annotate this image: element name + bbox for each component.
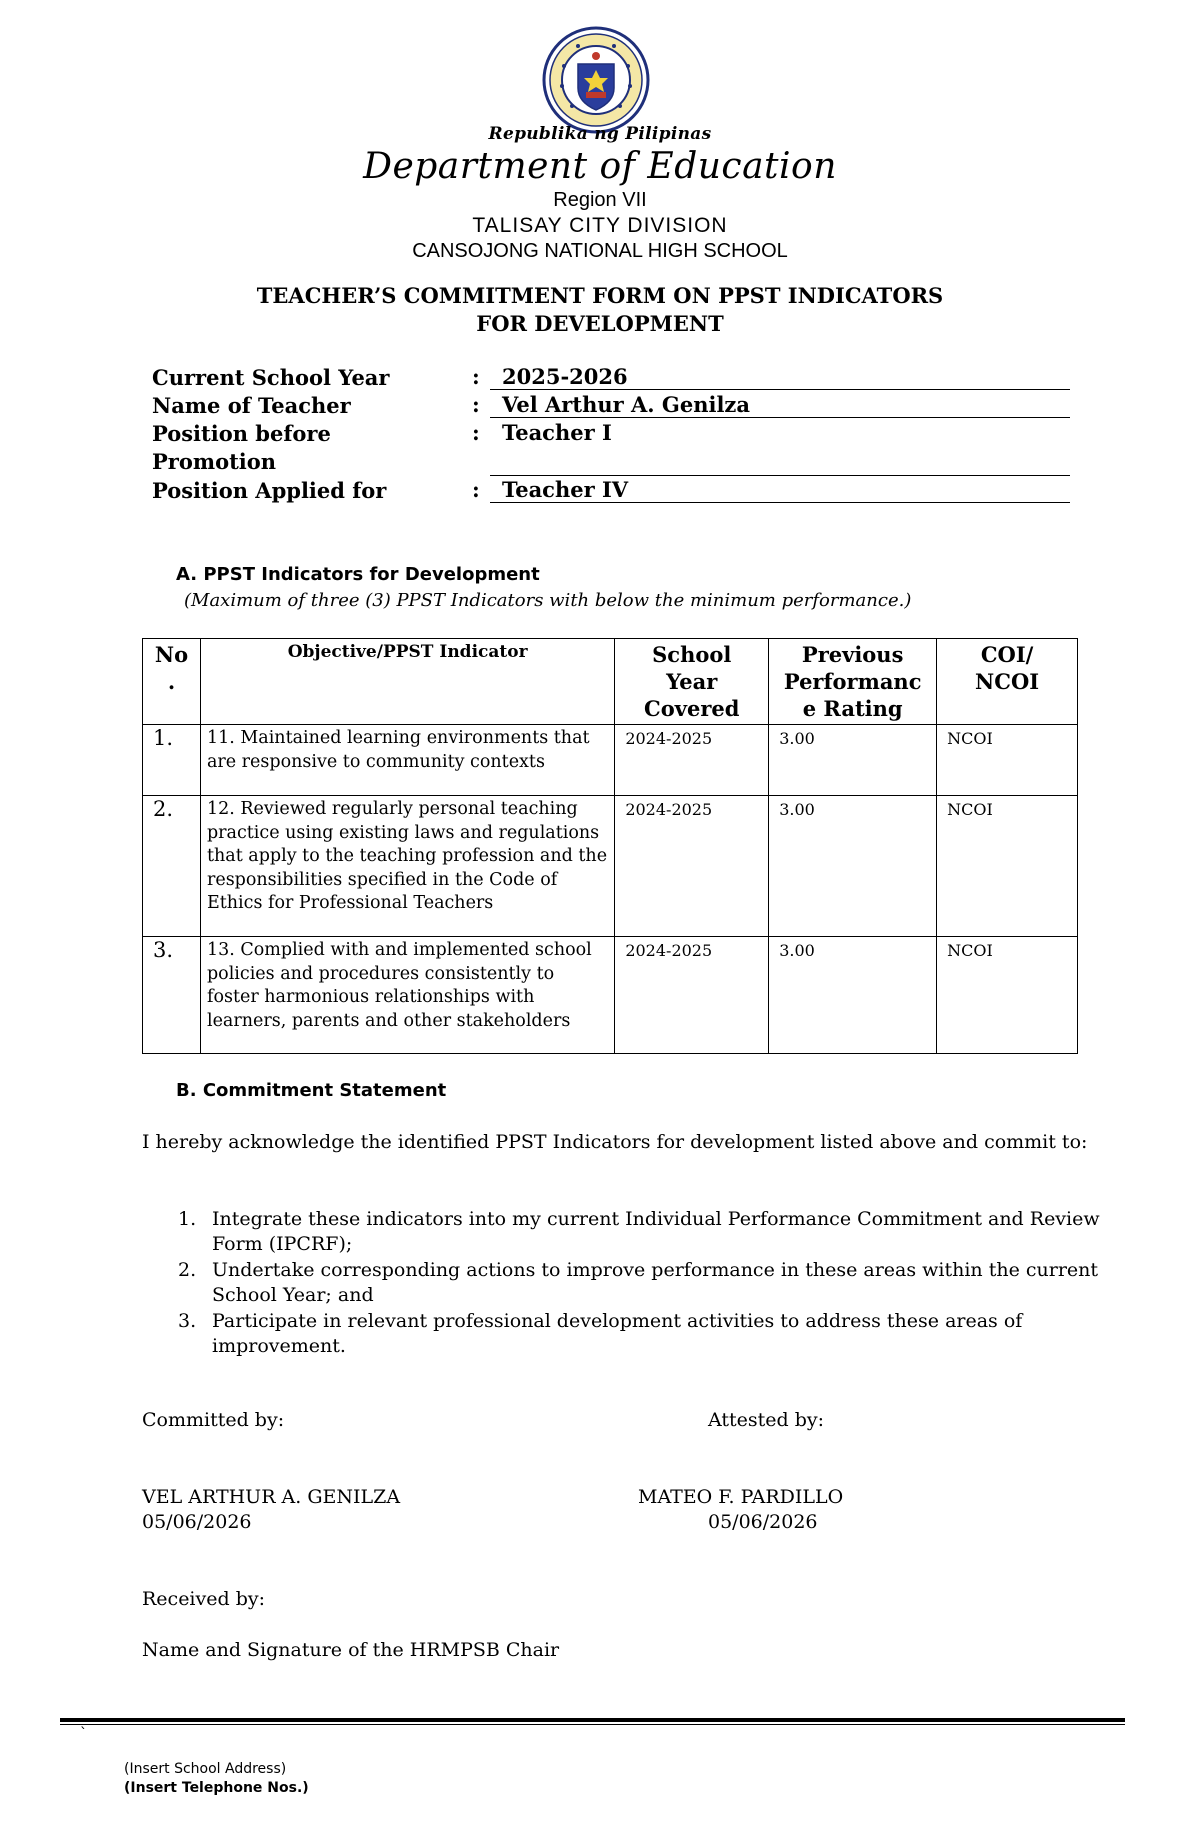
position-before-label-line-1: Position before <box>152 421 331 446</box>
commitment-intro: I hereby acknowledge the identified PPST Indicators for development listed above and commit to: <box>142 1131 1088 1153</box>
table-row <box>143 937 1078 1054</box>
section-a-heading: A. PPST Indicators for Development <box>176 564 540 585</box>
colon: : <box>472 420 480 445</box>
footer-divider-thin <box>60 1724 1125 1725</box>
received-by-label: Received by: <box>142 1588 265 1610</box>
telephone-numbers: (Insert Telephone Nos.) <box>124 1780 309 1796</box>
school-year-label: Current School Year <box>152 365 390 390</box>
form-title-line-1: TEACHER’S COMMITMENT FORM ON PPST INDICATORS <box>256 283 944 308</box>
row-year: 2024-2025 <box>615 796 769 937</box>
position-before-label <box>152 420 452 476</box>
list-item: 3. Participate in relevant professional development activities to address these areas of improvement. <box>178 1310 1023 1357</box>
department-name: Department of Education <box>363 146 837 187</box>
colon: : <box>472 364 480 389</box>
row-number: 1. <box>143 725 201 796</box>
committed-date: 05/06/2026 <box>142 1511 252 1533</box>
region-text: Region VII <box>553 189 647 211</box>
col-no: No . <box>143 639 201 725</box>
row-coi: NCOI <box>937 725 1078 796</box>
position-before-label-line-2: Promotion <box>152 449 277 474</box>
row-indicator: 13. Complied with and implemented school policies and procedures consistently to foster harmonious relationships with learners, parents and other stakeholders <box>200 937 614 1054</box>
ppst-table <box>142 638 1078 1054</box>
deped-seal-icon <box>542 26 650 134</box>
section-a-note: (Maximum of three (3) PPST Indicators with below the minimum performance.) <box>184 590 912 611</box>
col-objective: Objective/PPST Indicator <box>200 639 614 725</box>
row-rating: 3.00 <box>769 796 937 937</box>
col-rating: Previous Performanc e Rating <box>769 639 937 725</box>
table-header-row <box>143 639 1078 725</box>
commitment-list <box>142 1207 1100 1360</box>
committed-name: VEL ARTHUR A. GENILZA <box>142 1486 401 1508</box>
row-rating: 3.00 <box>769 725 937 796</box>
row-number: 2. <box>143 796 201 937</box>
row-coi: NCOI <box>937 937 1078 1054</box>
list-item: 2. Undertake corresponding actions to improve performance in these areas within the current School Year; and <box>178 1259 1099 1306</box>
attested-by-label: Attested by: <box>708 1409 825 1431</box>
col-coi: COI/ NCOI <box>937 639 1078 725</box>
colon: : <box>472 477 480 502</box>
position-before-value: Teacher I <box>490 420 1070 476</box>
attested-date: 05/06/2026 <box>708 1511 818 1533</box>
teacher-label: Name of Teacher <box>152 393 351 418</box>
row-year: 2024-2025 <box>615 937 769 1054</box>
form-title <box>0 282 1200 338</box>
section-b-heading: B. Commitment Statement <box>176 1080 447 1101</box>
footer-tick: ` <box>80 1726 87 1742</box>
position-applied-label: Position Applied for <box>152 478 387 503</box>
school-address: (Insert School Address) <box>124 1761 287 1777</box>
school-year-value: 2025-2026 <box>490 364 1070 390</box>
row-coi: NCOI <box>937 796 1078 937</box>
school-name: CANSOJONG NATIONAL HIGH SCHOOL <box>412 240 788 262</box>
row-rating: 3.00 <box>769 937 937 1054</box>
committed-by-label: Committed by: <box>142 1409 285 1431</box>
republika-text: Republika ng Pilipinas <box>488 124 712 144</box>
hrmpsb-signature-line: Name and Signature of the HRMPSB Chair <box>142 1639 560 1661</box>
list-item: 1. Integrate these indicators into my current Individual Performance Commitment and Review Form (IPCRF); <box>178 1208 1100 1255</box>
form-title-line-2: FOR DEVELOPMENT <box>476 311 724 336</box>
table-row <box>143 725 1078 796</box>
col-school-year: School Year Covered <box>615 639 769 725</box>
row-indicator: 12. Reviewed regularly personal teaching practice using existing laws and regulations that apply to the teaching profession and the responsibilities specified in the Code of Ethics for Professional Teachers <box>200 796 614 937</box>
attested-name: MATEO F. PARDILLO <box>638 1486 844 1508</box>
position-applied-value: Teacher IV <box>490 477 1070 503</box>
row-year: 2024-2025 <box>615 725 769 796</box>
row-indicator: 11. Maintained learning environments that are responsive to community contexts <box>200 725 614 796</box>
table-row <box>143 796 1078 937</box>
footer-address-block <box>124 1760 309 1798</box>
teacher-value: Vel Arthur A. Genilza <box>490 392 1070 418</box>
footer-divider <box>60 1718 1125 1722</box>
division-text: TALISAY CITY DIVISION <box>472 214 728 237</box>
colon: : <box>472 392 480 417</box>
row-number: 3. <box>143 937 201 1054</box>
